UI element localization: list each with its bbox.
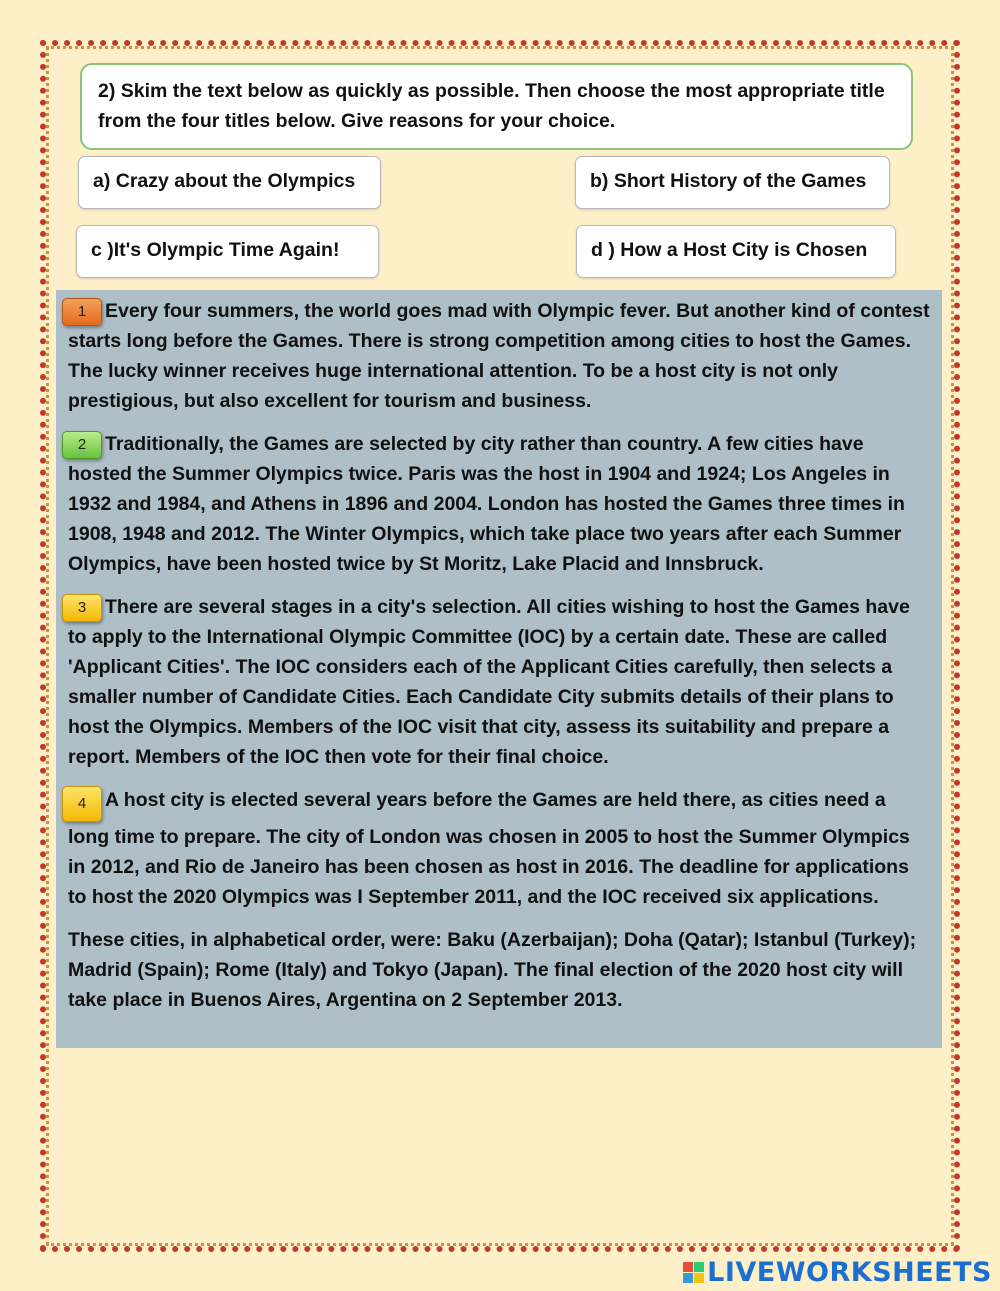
paragraph-2 (68, 429, 930, 579)
paragraph-text: Every four summers, the world goes mad with Olympic fever. But another kind of contest starts long before the Games. There is strong competition among cities to host the Games. The lucky winner receives huge international attention. To be a host city is not only prestigious, but also excellent for tourism and business. (68, 300, 930, 412)
logo-text: LIVEWORKSHEETS (707, 1256, 992, 1288)
paragraph-number-badge: 2 (62, 431, 102, 459)
title-option-c[interactable]: c )It's Olympic Time Again! (76, 225, 379, 278)
paragraph-5 (68, 925, 930, 1015)
title-option-a[interactable]: a) Crazy about the Olympics (78, 156, 381, 209)
paragraph-1 (68, 296, 930, 416)
paragraph-text: A host city is elected several years before the Games are held there, as cities need a long time to prepare. The city of London was chosen in 2005 to host the Summer Olympics in 2012, and Rio de Janeiro has been chosen as host in 2016. The deadline for applications to host the 2020 Olympics was I September 2011, and the IOC received six applications. (68, 789, 910, 908)
logo-square (694, 1262, 704, 1272)
logo-square (694, 1273, 704, 1283)
title-option-d[interactable]: d ) How a Host City is Chosen (576, 225, 896, 278)
logo-icon (683, 1262, 704, 1283)
title-option-b[interactable]: b) Short History of the Games (575, 156, 890, 209)
logo-square (683, 1262, 693, 1272)
paragraph-number-badge: 1 (62, 298, 102, 326)
paragraph-number-badge: 3 (62, 594, 102, 622)
paragraph-4 (68, 785, 930, 912)
instruction-box: 2) Skim the text below as quickly as possible. Then choose the most appropriate title from the four titles below. Give reasons for your choice. (80, 63, 913, 150)
paragraph-text: These cities, in alphabetical order, were: Baku (Azerbaijan); Doha (Qatar); Istanbul (Turkey); Madrid (Spain); Rome (Italy) and Tokyo (Japan). The final election of the 2020 host city will take place in Buenos Aires, Argentina on 2 September 2013. (68, 929, 917, 1011)
paragraph-number-badge: 4 (62, 786, 102, 822)
paragraph-text: Traditionally, the Games are selected by city rather than country. A few cities have hosted the Summer Olympics twice. Paris was the host in 1904 and 1924; Los Angeles in 1932 and 1984, and Athens in 1896 and 2004. London has hosted the Games three times in 1908, 1948 and 2012. The Winter Olympics, which take place two years after each Summer Olympics, have been hosted twice by St Moritz, Lake Placid and Innsbruck. (68, 433, 905, 575)
reading-passage (56, 290, 942, 1048)
liveworksheets-logo (683, 1257, 992, 1287)
logo-square (683, 1273, 693, 1283)
paragraph-3 (68, 592, 930, 772)
paragraph-text: There are several stages in a city's selection. All cities wishing to host the Games have to apply to the International Olympic Committee (IOC) by a certain date. These are called 'Applicant Cities'. The IOC considers each of the Applicant Cities carefully, then selects a smaller number of Candidate Cities. Each Candidate City submits details of their plans to host the Olympics. Members of the IOC visit that city, assess its suitability and prepare a report. Members of the IOC then vote for their final choice. (68, 596, 910, 768)
